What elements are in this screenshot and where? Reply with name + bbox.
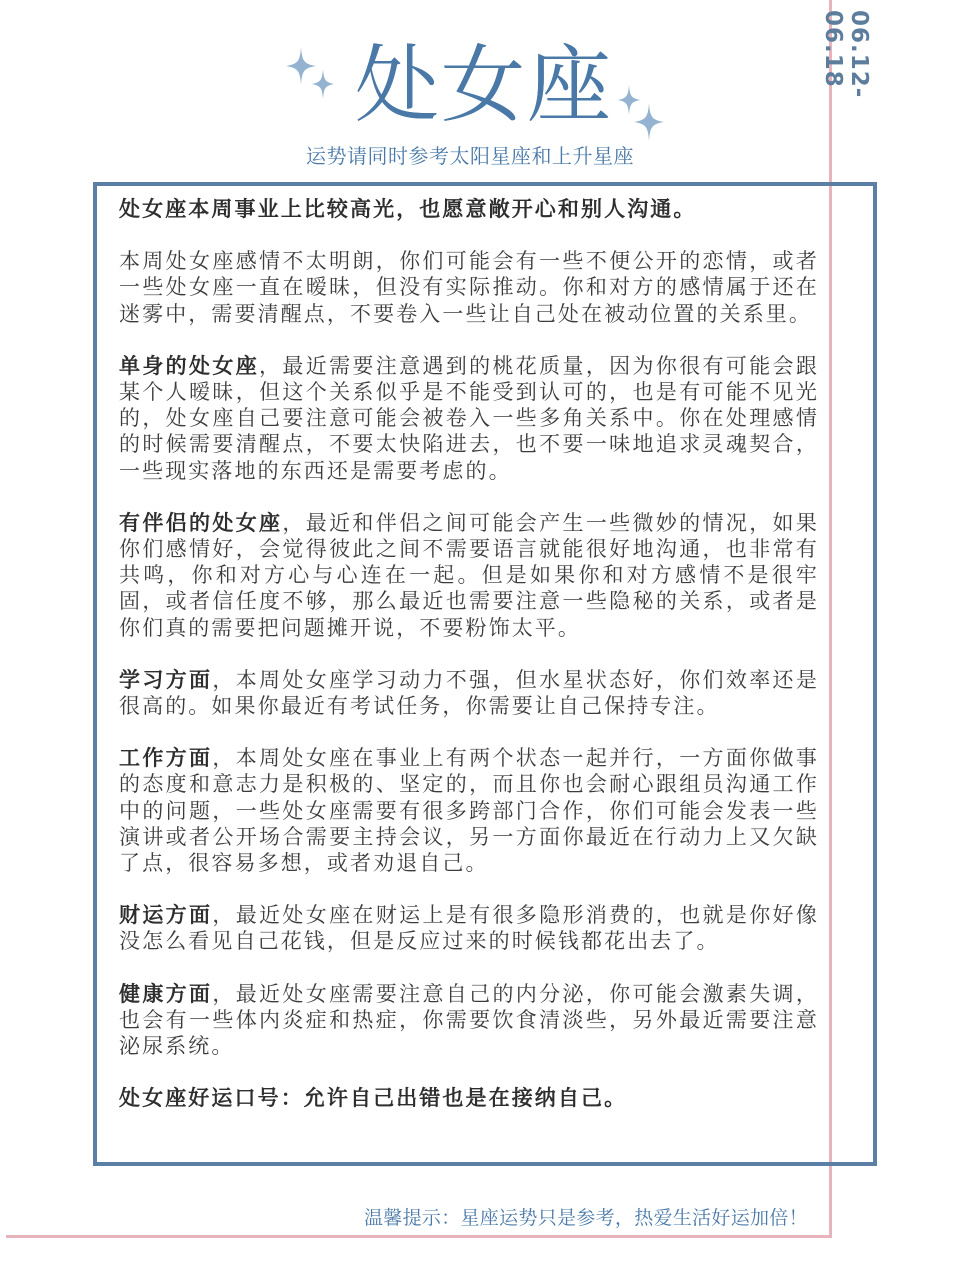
health-paragraph (119, 981, 819, 1060)
study-paragraph (119, 667, 819, 719)
work-paragraph (119, 745, 819, 876)
partner-paragraph (119, 510, 819, 641)
love-text: 本周处女座感情不太明朗，你们可能会有一些不便公开的恋情，或者一些处女座一直在暧昧，但没有实际推动。你和对方的感情属于还在迷雾中，需要清醒点，不要卷入一些让自己处在被动位置的关系里。 (119, 249, 819, 326)
intro-paragraph (119, 196, 819, 222)
health-text: ，最近处女座需要注意自己的内分泌，你可能会激素失调，也会有一些体内炎症和热症，你需要饮食清淡些，另外最近需要注意泌尿系统。 (119, 981, 819, 1059)
study-label: 学习方面 (119, 667, 213, 692)
date-range: 06.12-06.18 (820, 10, 872, 99)
single-text: ，最近需要注意遇到的桃花质量，因为你很有可能会跟某个人暧昧，但这个关系似乎是不能受到认可的，也是有可能不见光的，处女座自己要注意可能会被卷入一些多角关系中。你在处理感情的时候需要清醒点，不要太快陷进去，也不要一味地追求灵魂契合，一些现实落地的东西还是需要考虑的。 (119, 353, 819, 483)
slogan-text: 处女座好运口号：允许自己出错也是在接纳自己。 (119, 1086, 628, 1111)
money-label: 财运方面 (119, 903, 213, 928)
single-paragraph (119, 353, 819, 484)
title-row (0, 35, 960, 135)
page-title: 处女座 (354, 36, 613, 134)
partner-label: 有伴侣的处女座 (119, 510, 283, 535)
pink-horizontal-line (6, 1235, 832, 1238)
slogan-paragraph (119, 1085, 819, 1111)
horoscope-content (119, 196, 819, 1111)
sparkle-icon (634, 103, 664, 141)
work-text: ，本周处女座在事业上有两个状态一起并行，一方面你做事的态度和意志力是积极的、坚定的，而且你也会耐心跟组员沟通工作中的问题，一些处女座需要有很多跨部门合作，你们可能会发表一些演讲或者公开场合需要主持会议，另一方面你最近在行动力上又欠缺了点，很容易多想，或者劝退自己。 (119, 746, 819, 876)
intro-text: 处女座本周事业上比较高光，也愿意敞开心和别人沟通。 (119, 197, 697, 221)
health-label: 健康方面 (119, 981, 213, 1006)
love-paragraph (119, 248, 819, 327)
footer-tip: 温馨提示：星座运势只是参考，热爱生活好运加倍！ (364, 1207, 808, 1229)
subtitle: 运势请同时参考太阳星座和上升星座 (306, 144, 634, 168)
partner-text: ，最近和伴侣之间可能会产生一些微妙的情况，如果你们感情好，会觉得彼此之间不需要语言就能很好地沟通，也非常有共鸣，你和对方心与心连在一起。但是如果你和对方感情不是很牢固，或者信任度不够，那么最近也需要注意一些隐秘的关系，或者是你们真的需要把问题摊开说，不要粉饰太平。 (119, 510, 819, 640)
single-label: 单身的处女座 (119, 353, 260, 378)
money-paragraph (119, 902, 819, 954)
money-text: ，最近处女座在财运上是有很多隐形消费的，也就是你好像没怎么看见自己花钱，但是反应过来的时候钱都花出去了。 (119, 903, 819, 954)
sparkle-icon (312, 69, 334, 99)
study-text: ，本周处女座学习动力不强，但水星状态好，你们效率还是很高的。如果你最近有考试任务，你需要让自己保持专注。 (119, 667, 819, 719)
work-label: 工作方面 (119, 746, 213, 771)
